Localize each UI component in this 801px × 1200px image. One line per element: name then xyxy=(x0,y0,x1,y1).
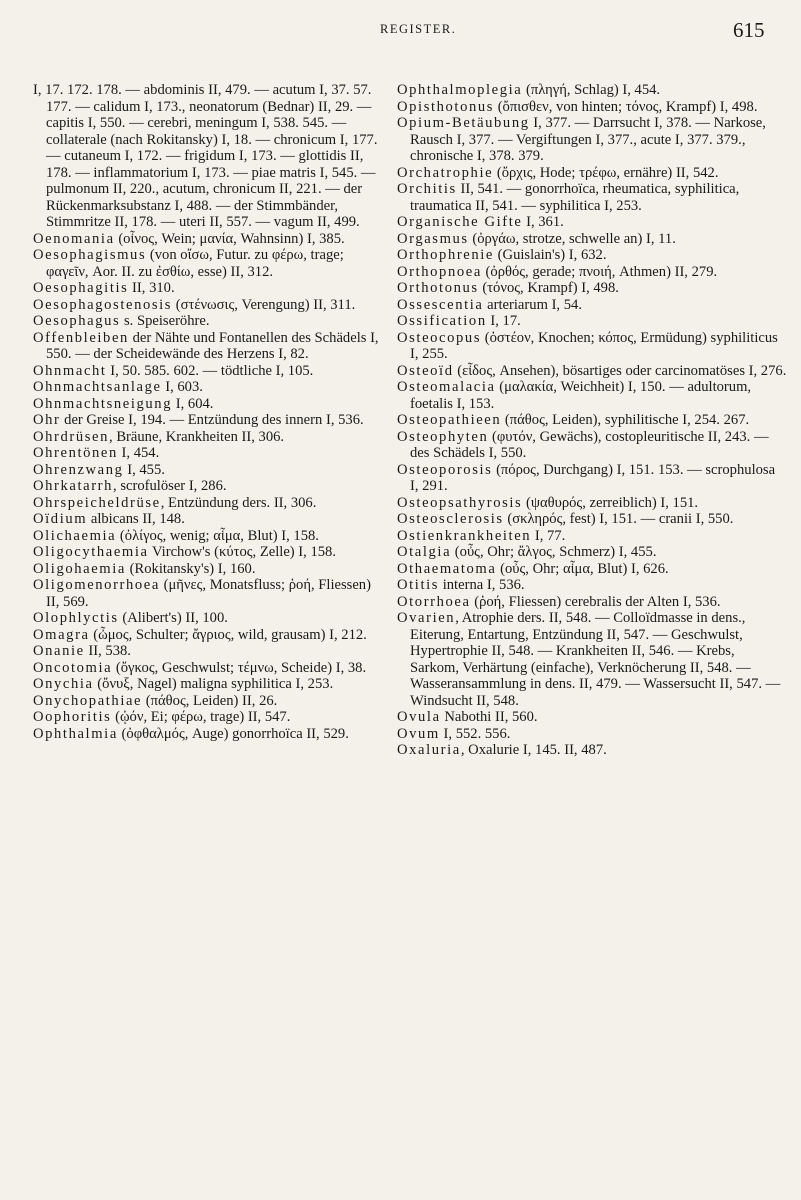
index-term: Osteosclerosis xyxy=(397,511,504,527)
index-entry xyxy=(33,495,385,512)
index-term: Oesophagus xyxy=(33,313,121,329)
index-term: Oligohaemia xyxy=(33,560,126,577)
index-entry-text: (ὀργάω, strotze, schwelle an) I, 11. xyxy=(468,230,676,247)
index-term: Offenbleiben xyxy=(33,329,129,346)
index-entry xyxy=(397,577,787,594)
index-term: Ossescentia xyxy=(397,296,484,313)
index-entry-text: I, 361. xyxy=(522,214,564,230)
index-entry-text: (Rokitansky's) I, 160. xyxy=(125,560,256,577)
index-term: Ohnmacht xyxy=(33,362,107,379)
running-head: REGISTER. xyxy=(380,22,457,36)
index-entry-text: (στένωσις, Verengung) II, 311. xyxy=(172,296,356,313)
index-term: Ovarien xyxy=(397,610,456,626)
index-entry xyxy=(397,264,787,281)
index-entry-text: (von οἴσω, Futur. zu φέρω, trage; φαγεῖν, Aor. II. zu ἐσθίω, esse) II, 312. xyxy=(46,247,344,280)
index-entry xyxy=(33,561,385,578)
index-entry-text: (πόρος, Durchgang) I, 151. 153. — scrophulosa I, 291. xyxy=(410,461,776,494)
index-entry xyxy=(33,429,385,446)
index-entry-text: II, 538. xyxy=(84,643,131,659)
index-entry xyxy=(33,330,385,363)
index-term: Osteocopus xyxy=(397,329,482,346)
index-entry xyxy=(397,544,787,561)
index-term: Ohrentönen xyxy=(33,445,118,461)
index-term: Ovula xyxy=(397,709,441,725)
index-entry xyxy=(33,462,385,479)
index-term: Orgasmus xyxy=(397,230,469,247)
index-entry-text: (ὄρχις, Hode; τρέφω, ernähre) II, 542. xyxy=(493,164,719,181)
index-entry-text: (φυτόν, Gewächs), costopleuritische II, 243. — des Schädels I, 550. xyxy=(410,428,769,461)
index-term: Otorrhoea xyxy=(397,593,471,610)
index-entry xyxy=(397,594,787,611)
index-term: Ovum xyxy=(397,725,440,742)
index-entry xyxy=(33,297,385,314)
index-term: Oncotomia xyxy=(33,659,113,676)
index-entry xyxy=(33,396,385,413)
index-entry-text: (εἶδος, Ansehen), bösartiges oder carcinomatöses I, 276. xyxy=(453,362,787,379)
index-term: Orchitis xyxy=(397,181,457,197)
index-entry-text: (οὖς, Ohr; ἄλγος, Schmerz) I, 455. xyxy=(451,544,657,560)
index-entry xyxy=(33,693,385,710)
index-term: Ohrenzwang xyxy=(33,461,124,478)
index-term: Ophthalmia xyxy=(33,725,118,742)
index-term: Oxaluria xyxy=(397,742,461,758)
index-term: Osteoporosis xyxy=(397,461,493,478)
index-term: Olichaemia xyxy=(33,527,117,544)
index-term: Oesophagismus xyxy=(33,247,147,263)
index-entry-text: , Atrophie ders. II, 548. — Colloïdmasse in dens., Eiterung, Entartung, Entzündung II, 547. — Geschwulst, Hypertrophie II, 548. — Krankheiten II, 546. — Krebs, Sarkom, Verhärtung (einfache), Verknöcherung II, 548. — Wasseransammlung in dens. II, 479. — Wassersucht II, 547. — Windsucht II, 548. xyxy=(410,610,781,709)
index-entry xyxy=(397,495,787,512)
index-entry-text: II, 541. — gonorrhoïca, rheumatica, syphilitica, traumatica II, 541. — syphilitica I, 253. xyxy=(410,181,740,214)
index-entry-text: I, 454. xyxy=(117,445,160,461)
index-entry xyxy=(33,610,385,627)
index-entry-text: der Greise I, 194. — Entzündung des innern I, 536. xyxy=(60,412,364,428)
index-entry-text: der Nähte und Fontanellen des Schädels I, 550. — der Scheidewände des Herzens I, 82. xyxy=(46,329,379,362)
index-term: Osteopathieen xyxy=(397,412,502,428)
page-header xyxy=(0,18,801,48)
index-entry xyxy=(397,462,787,495)
index-term: Oïdium xyxy=(33,511,88,527)
index-term: Osteomalacia xyxy=(397,379,496,395)
index-entry-text: (Guislain's) I, 632. xyxy=(494,247,607,263)
index-term: Oenomania xyxy=(33,230,115,247)
index-entry xyxy=(33,247,385,280)
index-entry-text: I, 604. xyxy=(172,395,214,412)
index-entry-text: (οὖς, Ohr; αἷμα, Blut) I, 626. xyxy=(496,560,669,577)
index-entry-text: I, 603. xyxy=(161,379,203,395)
index-entry xyxy=(397,709,787,726)
index-entry xyxy=(397,379,787,412)
index-entry xyxy=(397,231,787,248)
index-column-left xyxy=(33,82,385,742)
index-entry xyxy=(33,478,385,495)
index-entry-text: (μαλακία, Weichheit) I, 150. — adultorum, foetalis I, 153. xyxy=(410,379,752,412)
index-entry-text: (ὄπισθεν, von hinten; τόνος, Krampf) I, 498. xyxy=(494,98,758,115)
index-term: Ohrspeicheldrüse xyxy=(33,494,161,511)
index-entry-text: I, 377. — Darrsucht I, 378. — Narkose, Rausch I, 377. — Vergiftungen I, 377., acute I, 377. 379., chronische I, 378. 379. xyxy=(410,115,766,164)
index-entry xyxy=(33,709,385,726)
index-term: Ohnmachtsneigung xyxy=(33,395,173,412)
index-entry xyxy=(33,726,385,743)
index-entry xyxy=(397,412,787,429)
index-term: Ohr xyxy=(33,412,61,428)
index-entry-text: (πάθος, Leiden) II, 26. xyxy=(142,692,278,709)
index-term: Organische Gifte xyxy=(397,214,523,230)
index-entry xyxy=(33,660,385,677)
index-entry xyxy=(33,511,385,528)
index-entry xyxy=(397,214,787,231)
index-entry-text: arteriarum I, 54. xyxy=(483,296,582,313)
index-entry-text: I, 17. 172. 178. — abdominis II, 479. — acutum I, 37. 57. 177. — calidum I, 173., neonatorum (Bednar) II, 29. — capitis I, 550. — cerebri, meningum I, 538. 545. — collaterale (nach Rokitansky) I, 18. — chronicum I, 177. — cutaneum I, 172. — frigidum I, 173. — glottidis II, 178. — inflammatorium I, 173. — piae matris I, 545. — pulmonum II, 220., acutum, chronicum II, 221. — der Rückenmarksubstanz I, 488. — der Stimmbänder, Stimmritze II, 178. — uteri II, 557. — vagum II, 499. xyxy=(33,82,378,230)
index-term: Opisthotonus xyxy=(397,98,495,115)
index-entry-text: , Entzündung ders. II, 306. xyxy=(160,494,317,511)
index-entry-text: s. Speiseröhre. xyxy=(120,313,210,329)
index-term: Ohnmachtsanlage xyxy=(33,379,162,395)
index-term: Orthopnoea xyxy=(397,263,482,280)
index-entry xyxy=(397,82,787,99)
index-entry xyxy=(397,247,787,264)
index-entry-text: (ὄγκος, Geschwulst; τέμνω, Scheide) I, 38. xyxy=(112,659,367,676)
index-entry-text: , Oxalurie I, 145. II, 487. xyxy=(460,742,607,758)
index-term: Orchatrophie xyxy=(397,164,494,181)
index-entry-text: Nabothi II, 560. xyxy=(440,709,538,725)
index-term: Orthophrenie xyxy=(397,247,495,263)
index-term: Othaematoma xyxy=(397,560,497,577)
index-entry xyxy=(397,742,787,759)
index-entry xyxy=(397,610,787,709)
index-entry xyxy=(397,363,787,380)
index-term: Oophoritis xyxy=(33,709,112,725)
index-entry-text: (πληγή, Schlag) I, 454. xyxy=(522,82,661,98)
index-term: Oligomenorrhoea xyxy=(33,577,160,593)
index-entry-text: (σκληρός, fest) I, 151. — cranii I, 550. xyxy=(503,511,734,527)
index-entry xyxy=(397,280,787,297)
index-entry xyxy=(33,528,385,545)
index-term: Ostienkrankheiten xyxy=(397,527,532,544)
index-entry xyxy=(33,676,385,693)
index-entry xyxy=(33,379,385,396)
index-entry xyxy=(33,313,385,330)
index-entry xyxy=(397,297,787,314)
index-term: Oesophagitis xyxy=(33,280,129,296)
index-entry-text: , Bräune, Krankheiten II, 306. xyxy=(109,428,285,445)
index-term: Olophlyctis xyxy=(33,610,119,626)
index-term: Onychia xyxy=(33,676,94,692)
index-entry-text: (ᾠόν, Ei; φέρω, trage) II, 547. xyxy=(111,709,291,725)
index-term: Otalgia xyxy=(397,544,452,560)
index-entry-text: I, 455. xyxy=(123,461,165,478)
index-entry xyxy=(397,528,787,545)
index-entry xyxy=(397,181,787,214)
index-entry-text: (πάθος, Leiden), syphilitische I, 254. 267. xyxy=(501,412,750,428)
index-entry-text: (ῥοή, Fliessen) cerebralis der Alten I, 536. xyxy=(470,593,721,610)
index-entry xyxy=(397,726,787,743)
index-term: Ohrkatarrh xyxy=(33,478,114,494)
index-term: Osteopsathyrosis xyxy=(397,494,523,511)
index-term: Ophthalmoplegia xyxy=(397,82,523,98)
index-entry xyxy=(397,429,787,462)
index-entry-text: (ὀλίγος, wenig; αἷμα, Blut) I, 158. xyxy=(116,527,319,544)
index-entry-text: (οἶνος, Wein; μανία, Wahnsinn) I, 385. xyxy=(114,230,345,247)
index-term: Onychopathiae xyxy=(33,692,143,709)
index-entry xyxy=(33,445,385,462)
index-entry-text: (ὦμος, Schulter; ἄγριος, wild, grausam) I, 212. xyxy=(89,626,367,643)
index-entry xyxy=(33,577,385,610)
index-entry-text: (Alibert's) II, 100. xyxy=(118,610,228,626)
index-column-right xyxy=(397,82,787,759)
index-entry xyxy=(33,82,385,231)
index-entry-text: (ὄνυξ, Nagel) maligna syphilitica I, 253. xyxy=(93,676,334,692)
index-term: Oesophagostenosis xyxy=(33,296,173,313)
index-entry xyxy=(33,363,385,380)
index-entry xyxy=(33,544,385,561)
index-entry-text: interna I, 536. xyxy=(439,577,525,593)
index-entry xyxy=(397,115,787,165)
index-term: Osteophyten xyxy=(397,428,489,445)
index-entry-text: (ὀφθαλμός, Auge) gonorrhoïca II, 529. xyxy=(117,725,349,742)
index-entry xyxy=(397,165,787,182)
index-entry xyxy=(33,627,385,644)
index-term: Otitis xyxy=(397,577,440,593)
index-entry xyxy=(397,511,787,528)
index-term: Ossification xyxy=(397,313,487,329)
index-entry-text: I, 17. xyxy=(486,313,521,329)
page-number: 615 xyxy=(733,18,765,42)
index-entry-text: (ὀστέον, Knochen; κόπος, Ermüdung) syphiliticus I, 255. xyxy=(410,329,778,362)
index-entry-text: (ψαθυρός, zerreiblich) I, 151. xyxy=(522,494,699,511)
index-entry xyxy=(33,280,385,297)
index-entry-text: II, 310. xyxy=(128,280,175,296)
index-term: Onanie xyxy=(33,643,85,659)
index-term: Ohrdrüsen xyxy=(33,428,110,445)
index-term: Oligocythaemia xyxy=(33,544,149,560)
index-entry-text: I, 77. xyxy=(531,527,566,544)
index-entry-text: Virchow's (κύτος, Zelle) I, 158. xyxy=(148,544,336,560)
index-entry xyxy=(33,412,385,429)
index-entry-text: albicans II, 148. xyxy=(87,511,185,527)
index-entry-text: (ὀρθός, gerade; πνοιή, Athmen) II, 279. xyxy=(481,263,718,280)
index-entry xyxy=(397,99,787,116)
index-term: Omagra xyxy=(33,626,90,643)
index-term: Opium-Betäubung xyxy=(397,115,530,131)
index-entry xyxy=(33,643,385,660)
index-term: Osteoïd xyxy=(397,362,454,379)
index-entry-text: I, 50. 585. 602. — tödtliche I, 105. xyxy=(106,362,314,379)
index-entry-text: , scrofulöser I, 286. xyxy=(113,478,227,494)
index-entry xyxy=(397,330,787,363)
index-entry-text: I, 552. 556. xyxy=(439,725,511,742)
index-entry-text: (μῆνες, Monatsfluss; ῥοή, Fliessen) II, 569. xyxy=(46,577,371,610)
index-term: Orthotonus xyxy=(397,280,479,296)
index-entry xyxy=(33,231,385,248)
index-entry xyxy=(397,561,787,578)
index-entry-text: (τόνος, Krampf) I, 498. xyxy=(478,280,619,296)
index-entry xyxy=(397,313,787,330)
